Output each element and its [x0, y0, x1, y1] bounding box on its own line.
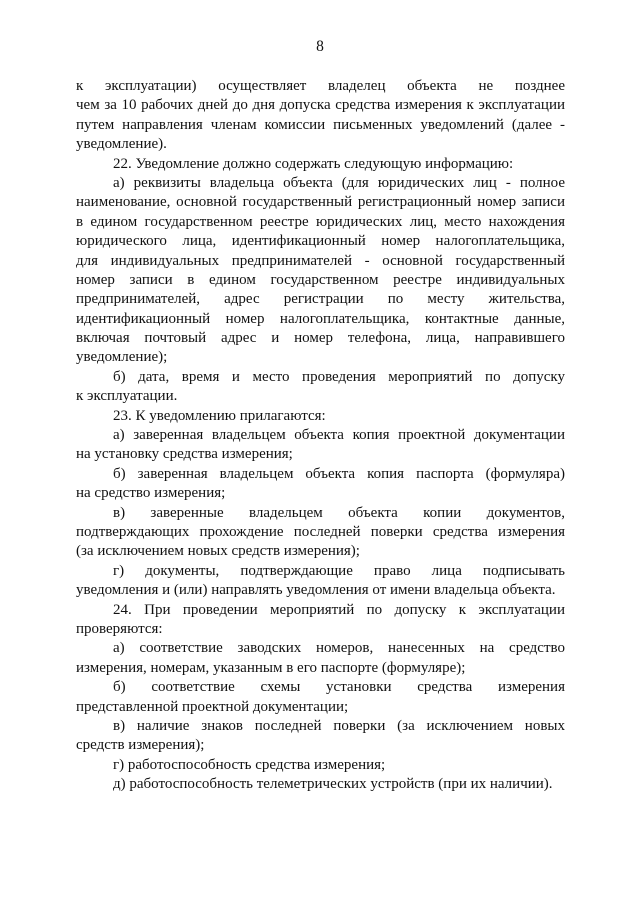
text-line: 23. К уведомлению прилагаются:	[113, 407, 326, 424]
text-line: представленной проектной документации;	[76, 698, 349, 715]
text-line: а) реквизиты владельца объекта (для юридических лиц - полное	[113, 174, 565, 191]
text-line: (за исключением новых средств измерения);	[76, 543, 360, 560]
text-line: в) заверенные владельцем объекта копии документов,	[113, 504, 565, 521]
text-line: б) заверенная владельцем объекта копия паспорта (формуляра)	[113, 465, 565, 482]
text-line: измерения, номерам, указанным в его паспорте (формуляре);	[76, 659, 466, 676]
text-line: подтверждающих прохождение последней поверки средства измерения	[76, 523, 565, 540]
text-line: номер записи в едином государственном реестре индивидуальных	[76, 271, 565, 288]
text-line: предпринимателей, адрес регистрации по месту жительства,	[76, 291, 565, 308]
text-line: д) работоспособность телеметрических устройств (при их наличии).	[113, 776, 553, 793]
text-line: г) документы, подтверждающие право лица подписывать	[113, 562, 565, 579]
text-line: а) соответствие заводских номеров, нанесенных на средство	[113, 640, 565, 657]
text-line: в едином государственном реестре юридических лиц, место нахождения	[76, 213, 565, 230]
text-line: а) заверенная владельцем объекта копия проектной документации	[113, 427, 565, 444]
text-line: средств измерения);	[76, 737, 205, 754]
text-line: б) соответствие схемы установки средства измерения	[113, 679, 565, 696]
text-line: идентификационный номер налогоплательщика, контактные данные,	[76, 310, 565, 327]
text-line: на средство измерения;	[76, 485, 226, 502]
text-line: для индивидуальных предпринимателей - основной государственный	[76, 252, 565, 269]
text-line: уведомление);	[76, 349, 168, 366]
text-line: путем направления членам комиссии письменных уведомлений (далее -	[76, 116, 565, 133]
text-line: уведомления и (или) направлять уведомления от имени владельца объекта.	[76, 582, 556, 599]
text-line: наименование, основной государственный регистрационный номер записи	[76, 194, 565, 211]
page-number: 8	[316, 38, 324, 55]
text-line: 24. При проведении мероприятий по допуску к эксплуатации	[113, 601, 565, 618]
text-line: 22. Уведомление должно содержать следующую информацию:	[113, 155, 514, 172]
text-line: на установку средства измерения;	[76, 446, 293, 463]
document-body	[76, 77, 565, 794]
text-line: г) работоспособность средства измерения;	[113, 756, 386, 773]
text-line: к эксплуатации) осуществляет владелец объекта не позднее	[76, 78, 565, 94]
text-line: чем за 10 рабочих дней до дня допуска средства измерения к эксплуатации	[76, 97, 565, 114]
text-line: юридического лица, идентификационный номер налогоплательщика,	[76, 233, 565, 250]
text-line: уведомление).	[76, 136, 167, 153]
text-line: проверяются:	[76, 620, 163, 637]
text-line: в) наличие знаков последней поверки (за исключением новых	[113, 717, 565, 734]
text-line: б) дата, время и место проведения мероприятий по допуску	[113, 368, 565, 385]
text-line: к эксплуатации.	[76, 388, 178, 405]
text-line: включая почтовый адрес и номер телефона, лица, направившего	[76, 330, 565, 347]
